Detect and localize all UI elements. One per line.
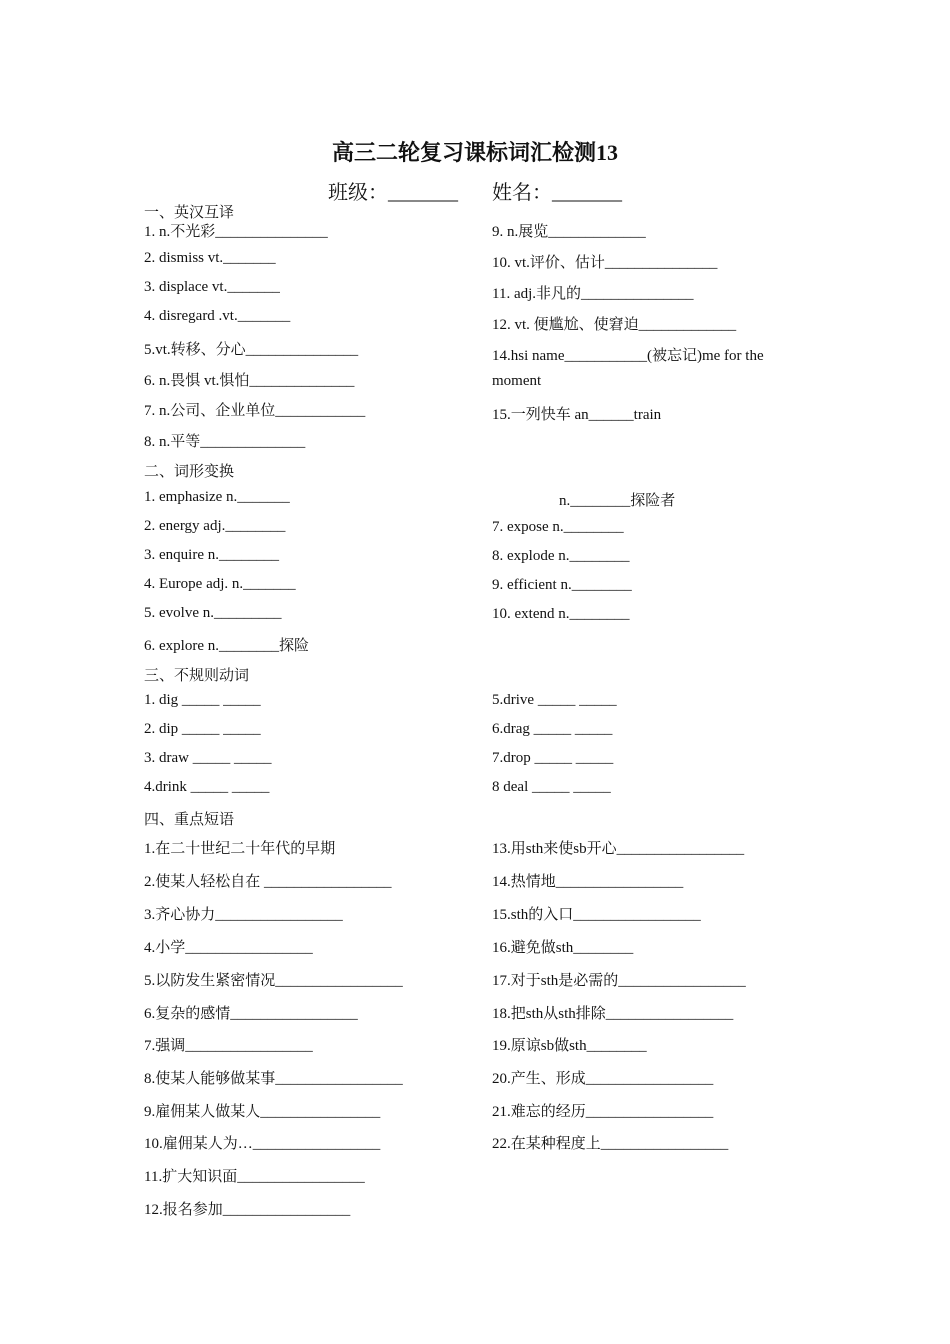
s4-item[interactable]: 3.齐心协力_________________ (144, 907, 343, 923)
s1-item[interactable]: 1. n.不光彩_______________ (144, 224, 328, 240)
s1-item[interactable]: 14.hsi name___________(被忘记)me for the (492, 348, 764, 364)
s2-item[interactable]: 8. explode n.________ (492, 548, 630, 564)
s3-item[interactable]: 7.drop _____ _____ (492, 750, 614, 766)
s3-item[interactable]: 5.drive _____ _____ (492, 692, 617, 708)
s2-item[interactable]: 9. efficient n.________ (492, 577, 632, 593)
s2-item[interactable]: 2. energy adj.________ (144, 518, 286, 534)
s3-item[interactable]: 1. dig _____ _____ (144, 692, 261, 708)
s1-item[interactable]: 5.vt.转移、分心_______________ (144, 342, 359, 358)
s1-item[interactable]: 8. n.平等______________ (144, 434, 306, 450)
s4-item[interactable]: 13.用sth来使sb开心_________________ (492, 841, 745, 857)
s2-item[interactable]: 5. evolve n._________ (144, 605, 282, 621)
s2-item[interactable]: 1. emphasize n._______ (144, 489, 290, 505)
s3-item[interactable]: 4.drink _____ _____ (144, 779, 270, 795)
s2-item[interactable]: 6. explore n.________探险 (144, 638, 309, 654)
section-heading-3: 三、不规则动词 (144, 668, 250, 684)
s1-item[interactable]: 12. vt. 便尴尬、使窘迫_____________ (492, 317, 737, 333)
s4-item[interactable]: 5.以防发生紧密情况_________________ (144, 973, 403, 989)
s4-item[interactable]: 16.避免做sth________ (492, 940, 634, 956)
s4-item[interactable]: 2.使某人轻松自在 _________________ (144, 874, 392, 890)
s4-item[interactable]: 12.报名参加_________________ (144, 1202, 351, 1218)
s4-item[interactable]: 18.把sth从sth排除_________________ (492, 1006, 734, 1022)
s4-item[interactable]: 6.复杂的感情_________________ (144, 1006, 358, 1022)
s4-item[interactable]: 7.强调_________________ (144, 1038, 313, 1054)
s4-item[interactable]: 10.雇佣某人为…_________________ (144, 1136, 381, 1152)
s4-item[interactable]: 1.在二十世纪二十年代的早期 (144, 841, 336, 857)
s1-item-continued: moment (492, 373, 542, 389)
page-title: 高三二轮复习课标词汇检测13 (331, 140, 618, 165)
s4-item[interactable]: 14.热情地_________________ (492, 874, 684, 890)
s1-item[interactable]: 4. disregard .vt._______ (144, 308, 291, 324)
s1-item[interactable]: 11. adj.非凡的_______________ (492, 286, 694, 302)
s4-item[interactable]: 22.在某种程度上_________________ (492, 1136, 729, 1152)
s4-item[interactable]: 9.雇佣某人做某人________________ (144, 1104, 381, 1120)
name-field[interactable]: 姓名：_______ (492, 182, 622, 204)
s2-item[interactable]: 10. extend n.________ (492, 606, 630, 622)
s4-item[interactable]: 15.sth的入口_________________ (492, 907, 701, 923)
s1-item[interactable]: 2. dismiss vt._______ (144, 250, 276, 266)
s4-item[interactable]: 11.扩大知识面_________________ (144, 1169, 365, 1185)
s4-item[interactable]: 17.对于sth是必需的_________________ (492, 973, 746, 989)
s4-item[interactable]: 20.产生、形成_________________ (492, 1071, 714, 1087)
s1-item[interactable]: 10. vt.评价、估计_______________ (492, 255, 718, 271)
s2-item[interactable]: 4. Europe adj. n._______ (144, 576, 296, 592)
s3-item[interactable]: 6.drag _____ _____ (492, 721, 613, 737)
s3-item[interactable]: 2. dip _____ _____ (144, 721, 261, 737)
class-field[interactable]: 班级：_______ (328, 182, 458, 204)
section-heading-4: 四、重点短语 (144, 812, 235, 828)
s3-item[interactable]: 8 deal _____ _____ (492, 779, 611, 795)
s3-item[interactable]: 3. draw _____ _____ (144, 750, 272, 766)
s4-item[interactable]: 21.难忘的经历_________________ (492, 1104, 714, 1120)
s2-item-continued[interactable]: n.________探险者 (559, 493, 676, 509)
section-heading-1: 一、英汉互译 (144, 205, 235, 221)
class-name-line (0, 176, 950, 205)
s1-item[interactable]: 9. n.展览_____________ (492, 224, 646, 240)
s1-item[interactable]: 6. n.畏惧 vt.惧怕______________ (144, 373, 355, 389)
s4-item[interactable]: 19.原谅sb做sth________ (492, 1038, 647, 1054)
s2-item[interactable]: 3. enquire n.________ (144, 547, 279, 563)
s1-item[interactable]: 15.一列快车 an______train (492, 407, 662, 423)
s4-item[interactable]: 8.使某人能够做某事_________________ (144, 1071, 403, 1087)
s1-item[interactable]: 3. displace vt._______ (144, 279, 280, 295)
s4-item[interactable]: 4.小学_________________ (144, 940, 313, 956)
s2-item[interactable]: 7. expose n.________ (492, 519, 624, 535)
section-heading-2: 二、词形变换 (144, 464, 235, 480)
s1-item[interactable]: 7. n.公司、企业单位____________ (144, 403, 366, 419)
